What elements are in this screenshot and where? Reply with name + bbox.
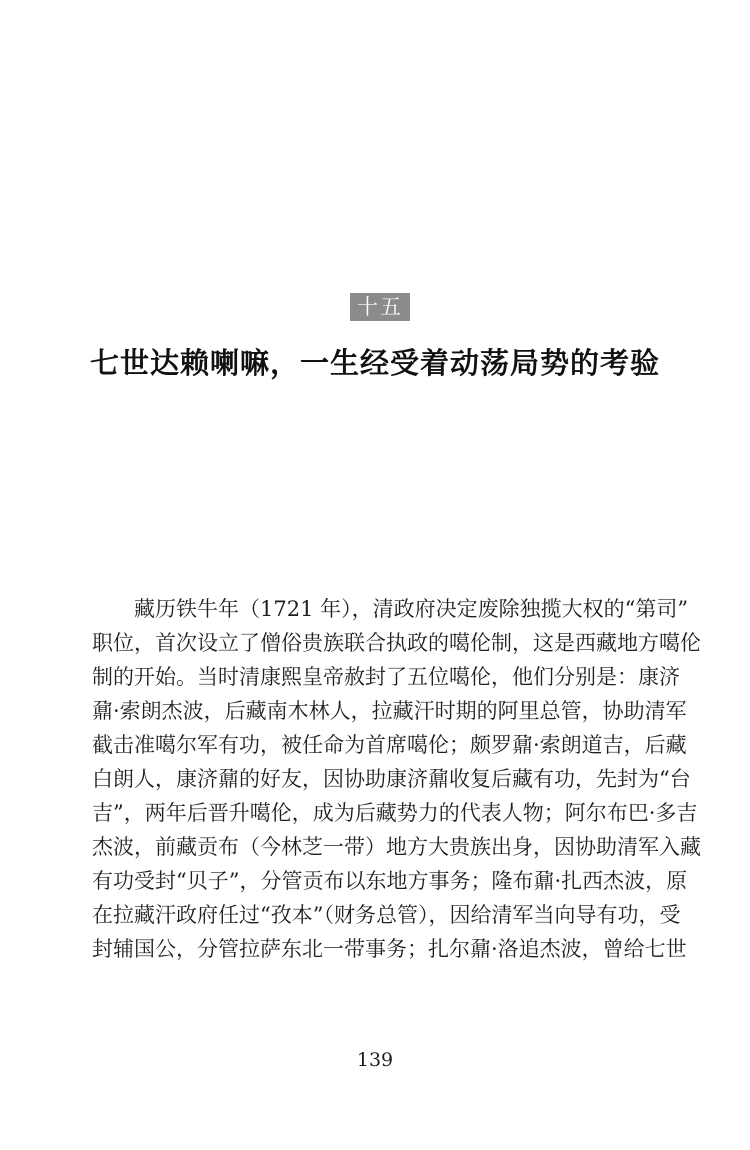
body-line: 有功受封“贝子”，分管贡布以东地方事务；隆布鼐·扎西杰波，原	[92, 869, 688, 893]
chapter-badge-row	[0, 293, 750, 321]
body-line: 吉”，两年后晋升噶伦，成为后藏势力的代表人物；阿尔布巴·多吉	[92, 801, 698, 825]
chapter-title: 七世达赖喇嘛，一生经受着动荡局势的考验	[89, 346, 660, 380]
body-line: 白朗人，康济鼐的好友，因协助康济鼐收复后藏有功，先封为“台	[92, 767, 691, 791]
body-line: 职位，首次设立了僧俗贵族联合执政的噶伦制，这是西藏地方噶伦	[92, 631, 701, 655]
body-line: 鼐·索朗杰波，后藏南木林人，拉藏汗时期的阿里总管，协助清军	[92, 699, 687, 723]
body-line: 藏历铁牛年（1721 年），清政府决定废除独揽大权的“第司”	[134, 597, 689, 621]
body-line: 封辅国公，分管拉萨东北一带事务；扎尔鼐·洛追杰波，曾给七世	[92, 937, 687, 961]
body-paragraph	[92, 592, 701, 966]
chapter-number-badge: 十五	[350, 293, 410, 321]
page-number: 139	[356, 1049, 394, 1071]
body-line: 制的开始。当时清康熙皇帝赦封了五位噶伦，他们分别是：康济	[92, 665, 680, 689]
body-line: 杰波，前藏贡布（今林芝一带）地方大贵族出身，因协助清军入藏	[92, 835, 701, 859]
body-line: 在拉藏汗政府任过“孜本”（财务总管），因给清军当向导有功，受	[92, 903, 681, 927]
body-line: 截击准噶尔军有功，被任命为首席噶伦；颇罗鼐·索朗道吉，后藏	[92, 733, 687, 757]
